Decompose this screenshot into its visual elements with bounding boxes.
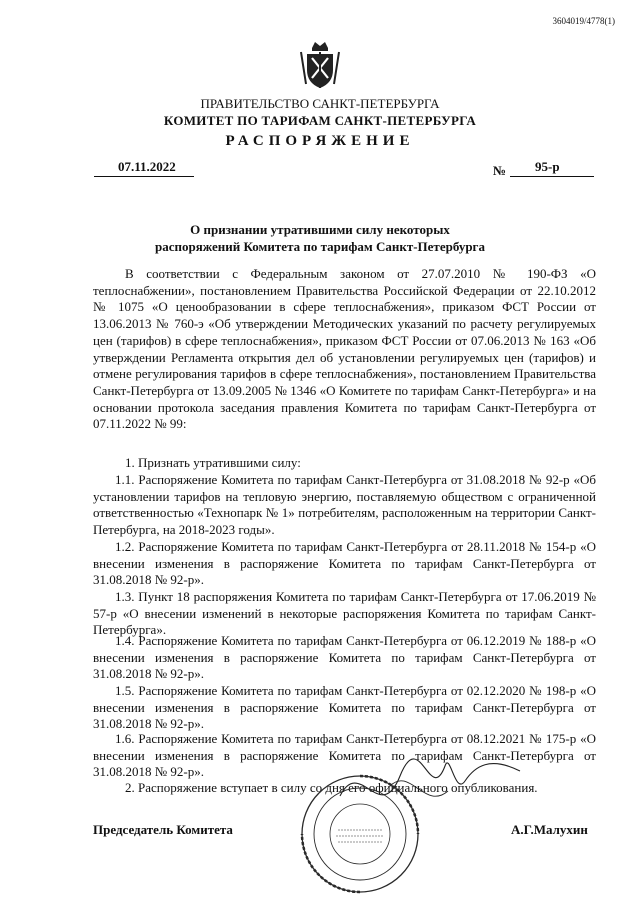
number-underline — [510, 175, 594, 177]
official-stamp-icon — [298, 772, 422, 896]
signatory-name: А.Г.Малухин — [511, 822, 588, 837]
document-type: РАСПОРЯЖЕНИЕ — [225, 133, 415, 149]
signatory-role: Председатель Комитета — [93, 822, 233, 837]
date-underline — [94, 175, 194, 177]
coat-of-arms-icon — [298, 38, 342, 92]
org-line-government: ПРАВИТЕЛЬСТВО САНКТ-ПЕТЕРБУРГА — [200, 96, 440, 111]
org-line-committee: КОМИТЕТ ПО ТАРИФАМ САНКТ-ПЕТЕРБУРГА — [163, 113, 477, 128]
preamble-paragraph: В соответствии с Федеральным законом от 27.07.2010 № 190-ФЗ «О теплоснабжении», постановлением Правительства Российской Федерации от 22.10.2012 № 1075 «О ценообразовании в сфере теплоснабжения», приказом ФСТ России от 13.06.2013 № 760-э «Об утверждении Методических указаний по расчету регулируемых цен (тарифов) в сфере теплоснабжения», приказом ФСТ России от 07.06.2013 № 163 «Об утверждении Регламента открытия дел об установлении регулируемых цен (тарифов) и отмене регулирования тарифов в сфере теплоснабжения», постановлением Правительства Санкт-Петербурга от 13.09.2005 № 1346 «О Комитете по тарифам Санкт-Петербурга» и на основании протокола заседания правления Комитета по тарифам Санкт-Петербурга от 07.11.2022 № 99: — [93, 266, 596, 432]
subitem-1-3: 1.3. Пункт 18 распоряжения Комитета по тарифам Санкт-Петербурга от 17.06.2019 № 57-р «О внесении изменений в некоторые распоряжения Комитета по тарифам Санкт-Петербурга». — [93, 589, 596, 638]
document-title-line2: распоряжений Комитета по тарифам Санкт-Петербурга — [155, 239, 485, 254]
subitem-1-5: 1.5. Распоряжение Комитета по тарифам Санкт-Петербурга от 02.12.2020 № 198-р «О внесении изменения в распоряжение Комитета по тарифам Санкт-Петербурга от 31.08.2018 № 92-р». — [93, 683, 596, 732]
subitem-1-4: 1.4. Распоряжение Комитета по тарифам Санкт-Петербурга от 06.12.2019 № 188-р «О внесении изменения в распоряжение Комитета по тарифам Санкт-Петербурга от 31.08.2018 № 92-р». — [93, 633, 596, 682]
item-1: 1. Признать утратившими силу: — [125, 455, 301, 470]
document-title-line1: О признании утратившими силу некоторых — [190, 222, 450, 237]
subitem-1-6: 1.6. Распоряжение Комитета по тарифам Санкт-Петербурга от 08.12.2021 № 175-р «О внесении изменения в распоряжение Комитета по тарифам Санкт-Петербурга от 31.08.2018 № 92-р». — [93, 731, 596, 780]
subitem-1-2: 1.2. Распоряжение Комитета по тарифам Санкт-Петербурга от 28.11.2018 № 154-р «О внесении изменения в распоряжение Комитета по тарифам Санкт-Петербурга от 31.08.2018 № 92-р». — [93, 539, 596, 588]
item-2: 2. Распоряжение вступает в силу со дня его официального опубликования. — [125, 780, 538, 795]
subitem-1-1: 1.1. Распоряжение Комитета по тарифам Санкт-Петербурга от 31.08.2018 № 92-р «Об установлении тарифов на тепловую энергию, поставляемую обществом с ограниченной ответственностью «Технопарк № 1» потребителям, расположенным на территории Санкт-Петербурга, на 2018-2023 годы». — [93, 472, 596, 538]
number-sign: № — [493, 163, 507, 178]
document-code: 3604019/4778(1) — [552, 16, 615, 26]
document-date: 07.11.2022 — [118, 159, 176, 174]
document-number: 95-р — [535, 159, 560, 174]
